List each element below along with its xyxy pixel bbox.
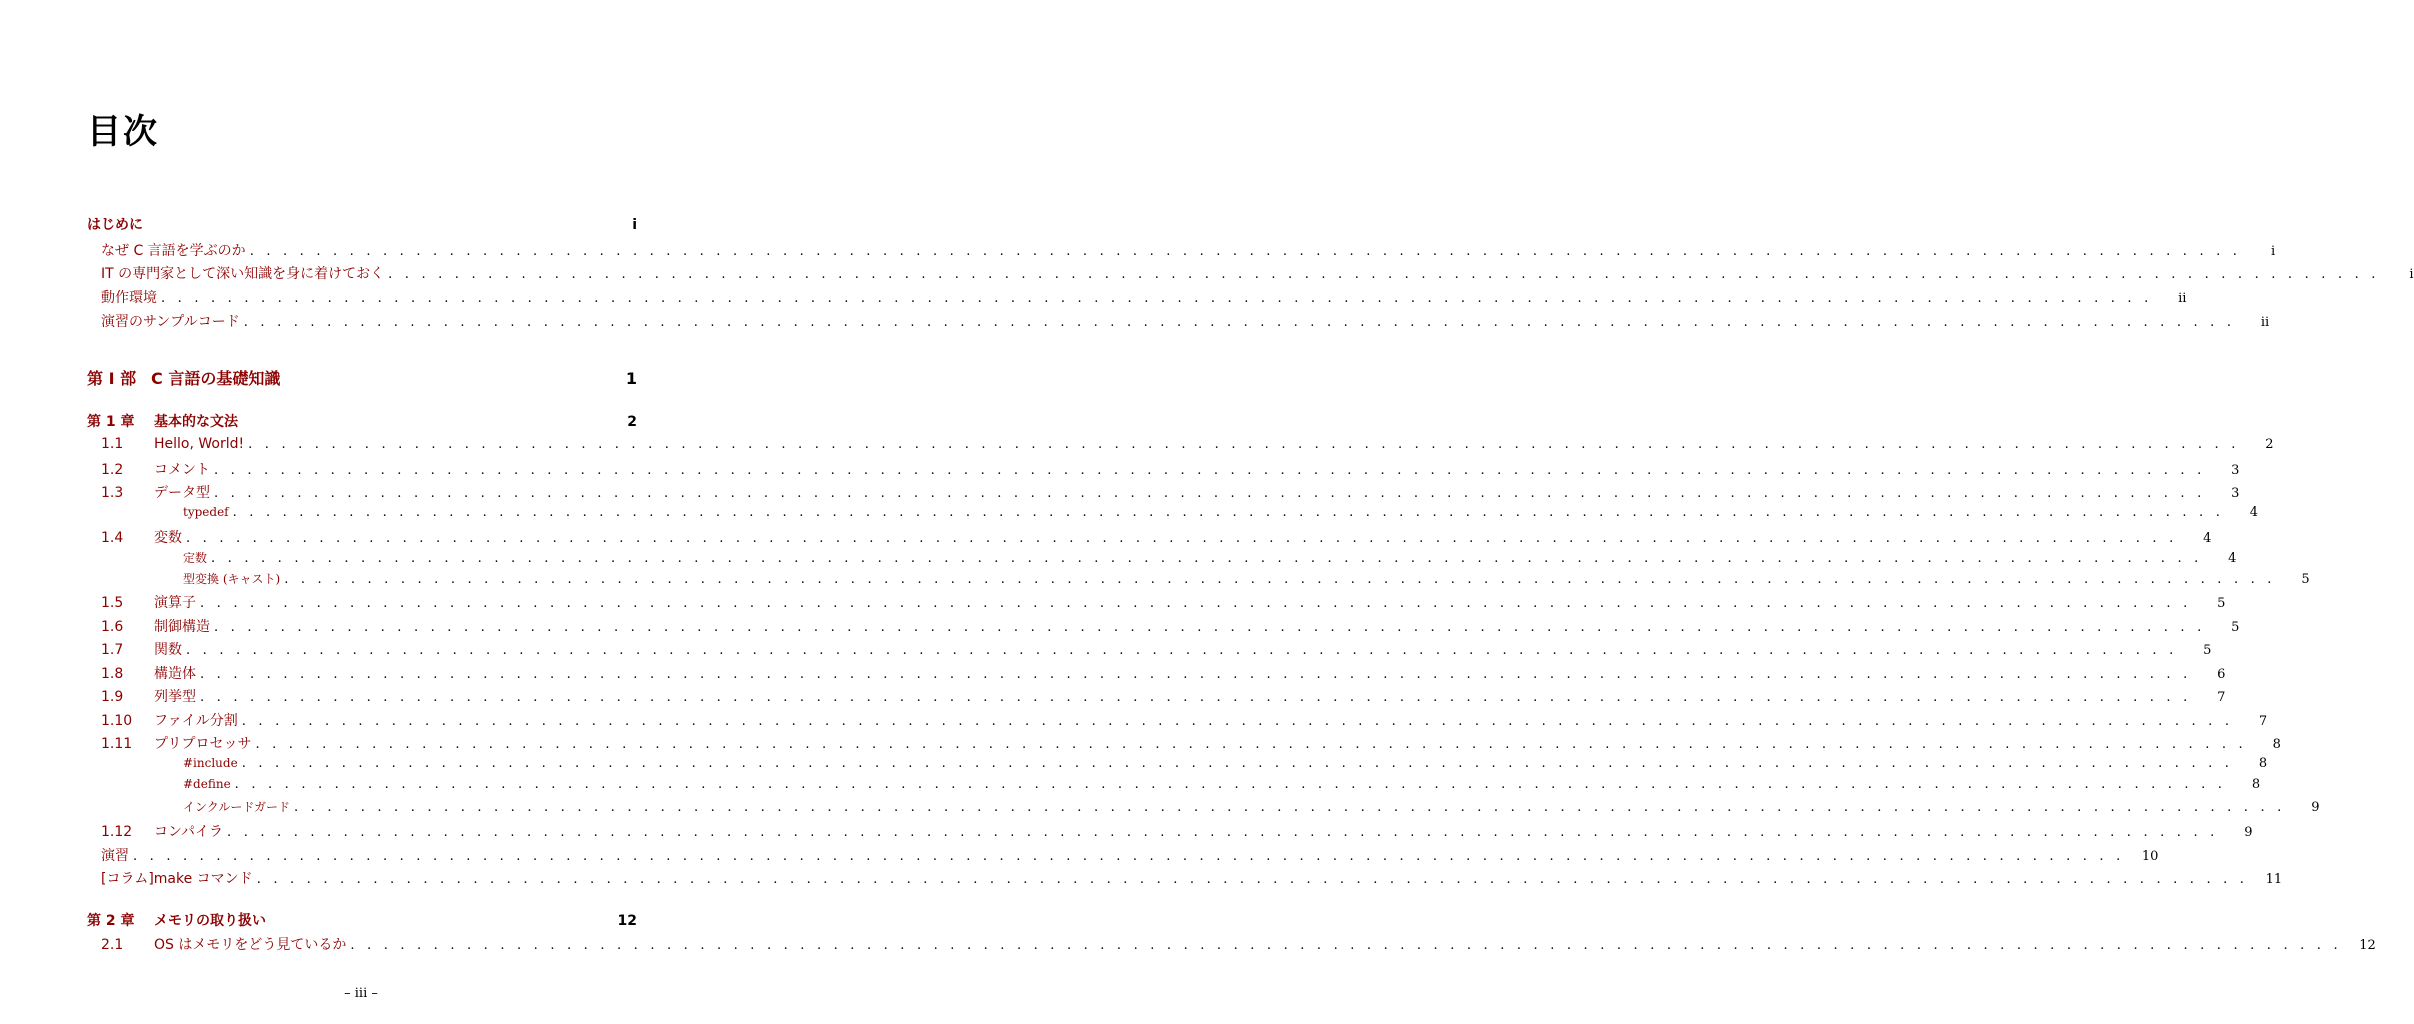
toc-entry-front[interactable] (101, 240, 2276, 260)
toc-entry-sub[interactable] (183, 798, 2320, 815)
toc-entry-section[interactable] (101, 459, 2240, 479)
toc-entry-page: 12 (617, 913, 637, 929)
toc-entry-section[interactable] (101, 639, 2212, 659)
toc-entry-page: 8 (2272, 737, 2281, 752)
toc-entry-label: IT の専門家として深い知識を身に着けておく (101, 266, 385, 282)
dot-leader: . . . . . . . . . . . . . . . . . . . . . . . . . . . . . . . . . . . . . . . . . . . . . . . . . . . . . . . . . . . . . . . . . . . . . . . . . . . . . . . . . . . . . . . . . . . . . . . . . . . . . . . . . . . . . . . . . . . . . . . . (388, 267, 2380, 282)
toc-entry-page: 5 (2217, 596, 2226, 611)
toc-entry-label: 演習のサンプルコード (101, 314, 240, 330)
toc-entry-label: [コラム]make コマンド (101, 871, 253, 887)
toc-entry-label: インクルードガード (183, 800, 291, 814)
dot-leader: . . . . . . . . . . . . . . . . . . . . . . . . . . . . . . . . . . . . . . . . . . . . . . . . . . . . . . . . . . . . . . . . . . . . . . . . . . . . . . . . . . . . . . . . . . . . . . . . . . . . . . . . . . . . . . . . . . . . . . . . (214, 486, 2206, 501)
toc-entry-label: 基本的な文法 (154, 414, 238, 430)
dot-leader: . . . . . . . . . . . . . . . . . . . . . . . . . . . . . . . . . . . . . . . . . . . . . . . . . . . . . . . . . . . . . . . . . . . . . . . . . . . . . . . . . . . . . . . . . . . . . . . . . . . . . . . . . . . . . . . . . . . . . . . . (186, 643, 2178, 658)
toc-entry-sub[interactable] (183, 549, 2237, 566)
toc-entry-front[interactable] (101, 845, 2159, 865)
toc-entry-page: 9 (2311, 800, 2320, 815)
toc-entry-label: メモリの取り扱い (154, 913, 266, 929)
toc-entry-number: 1.7 (101, 642, 124, 658)
toc-entry-page: 10 (2141, 849, 2159, 864)
toc-entry-section[interactable] (101, 710, 2268, 730)
toc-entry-number: 1.5 (101, 595, 124, 611)
toc-entry-page: 7 (2258, 714, 2268, 729)
dot-leader: . . . . . . . . . . . . . . . . . . . . . . . . . . . . . . . . . . . . . . . . . . . . . . . . . . . . . . . . . . . . . . . . . . . . . . . . . . . . . . . . . . . . . . . . . . . . . . . . . . . . . . . . . . . . . . . . . . . . . . . . (232, 505, 2225, 520)
toc-entry-section[interactable] (101, 616, 2240, 636)
toc-entry-label: プリプロセッサ (154, 736, 252, 752)
toc-entry-section[interactable] (101, 686, 2226, 706)
toc-entry-number: 1.1 (101, 436, 124, 452)
toc-entry-chapter[interactable] (87, 910, 637, 930)
toc-entry-label: #define (183, 777, 231, 791)
dot-leader: . . . . . . . . . . . . . . . . . . . . . . . . . . . . . . . . . . . . . . . . . . . . . . . . . . . . . . . . . . . . . . . . . . . . . . . . . . . . . . . . . . . . . . . . . . . . . . . . . . . . . . . . . . . . . . . . . . . . . . . . (200, 690, 2192, 705)
toc-entry-label: 演算子 (154, 595, 196, 611)
toc-entry-label: C 言語の基礎知識 (151, 369, 281, 388)
toc-entry-section[interactable] (101, 436, 2274, 452)
toc-entry-section[interactable] (101, 592, 2226, 612)
toc-entry-label: OS はメモリをどう見ているか (154, 937, 347, 953)
toc-entry-label: 変数 (154, 530, 182, 546)
toc-entry-number: 第 1 章 (87, 414, 135, 430)
toc-entry-label: はじめに (87, 217, 143, 233)
toc-entry-number: 第 2 章 (87, 913, 135, 929)
toc-entry-label: 列挙型 (154, 689, 196, 705)
toc-entry-page: 4 (2228, 551, 2237, 566)
toc-entry-number: 1.9 (101, 689, 124, 705)
toc-entry-label: データ型 (154, 485, 210, 501)
toc-entry-number: 2.1 (101, 937, 124, 953)
toc-entry-page: 5 (2231, 620, 2240, 635)
toc-entry-page: 4 (2203, 531, 2212, 546)
toc-entry-page: 8 (2258, 756, 2268, 771)
toc-entry-number: 1.3 (101, 485, 124, 501)
dot-leader: . . . . . . . . . . . . . . . . . . . . . . . . . . . . . . . . . . . . . . . . . . . . . . . . . . . . . . . . . . . . . . . . . . . . . . . . . . . . . . . . . . . . . . . . . . . . . . . . . . . . . . . . . . . . . . . . . . . . . . . . (200, 596, 2192, 611)
toc-entry-number: 1.2 (101, 462, 124, 478)
dot-leader: . . . . . . . . . . . . . . . . . . . . . . . . . . . . . . . . . . . . . . . . . . . . . . . . . . . . . . . . . . . . . . . . . . . . . . . . . . . . . . . . . . . . . . . . . . . . . . . . . . . . . . . . . . . . . . . . . . . . . . . . (241, 714, 2234, 729)
toc-entry-front[interactable] (101, 287, 2187, 307)
dot-leader: . . . . . . . . . . . . . . . . . . . . . . . . . . . . . . . . . . . . . . . . . . . . . . . . . . . . . . . . . . . . . . . . . . . . . . . . . . . . . . . . . . . . . . . . . . . . . . . . . . . . . . . . . . . . . . . . . . . . . . . . (350, 938, 2342, 953)
dot-leader: . . . . . . . . . . . . . . . . . . . . . . . . . . . . . . . . . . . . . . . . . . . . . . . . . . . . . . . . . . . . . . . . . . . . . . . . . . . . . . . . . . . . . . . . . . . . . . . . . . . . . . . . . . . . . . . . . . . . . . . . (200, 667, 2192, 682)
dot-leader: . . . . . . . . . . . . . . . . . . . . . . . . . . . . . . . . . . . . . . . . . . . . . . . . . . . . . . . . . . . . . . . . . . . . . . . . . . . . . . . . . . . . . . . . . . . . . . . . . . . . . . . . . . . . . . . . . . . . . . . . (249, 244, 2242, 259)
toc-entry-page: 3 (2231, 486, 2240, 501)
toc-entry-page: 8 (2251, 777, 2261, 792)
dot-leader: . . . . . . . . . . . . . . . . . . . . . . . . . . . . . . . . . . . . . . . . . . . . . . . . . . . . . . . . . . . . . . . . . . . . . . . . . . . . . . . . . . . . . . . . . . . . . . . . . . . . . . . . . . . . . . . . . . . . . . . . (248, 437, 2240, 452)
toc-entry-chapter[interactable] (87, 411, 637, 431)
toc-entry-page: 5 (2301, 572, 2310, 587)
toc-entry-page: 2 (627, 414, 637, 430)
toc-entry-section[interactable] (101, 527, 2212, 547)
toc-entry-number: 1.8 (101, 666, 124, 682)
toc-entry-page: 3 (2231, 463, 2240, 478)
toc-entry-page: i (632, 217, 637, 233)
page-number-footer: – iii – (344, 986, 378, 1001)
dot-leader: . . . . . . . . . . . . . . . . . . . . . . . . . . . . . . . . . . . . . . . . . . . . . . . . . . . . . . . . . . . . . . . . . . . . . . . . . . . . . . . . . . . . . . . . . . . . . . . . . . . . . . . . . . . . . . . . . . . . . . . . (227, 825, 2219, 840)
toc-entry-page: 2 (2265, 437, 2274, 452)
toc-entry-page: ii (2178, 291, 2187, 306)
toc-entry-label: 演習 (101, 848, 129, 864)
toc-entry-page: 1 (625, 369, 637, 388)
toc-entry-number: 1.10 (101, 713, 133, 729)
dot-leader: . . . . . . . . . . . . . . . . . . . . . . . . . . . . . . . . . . . . . . . . . . . . . . . . . . . . . . . . . . . . . . . . . . . . . . . . . . . . . . . . . . . . . . . . . . . . . . . . . . . . . . . . . . . . . . . . . . . . . . . . (161, 291, 2153, 306)
toc-entry-label: Hello, World! (154, 436, 245, 452)
toc-entry-page: 6 (2217, 667, 2226, 682)
toc-entry-label: 関数 (154, 642, 182, 658)
dot-leader: . . . . . . . . . . . . . . . . . . . . . . . . . . . . . . . . . . . . . . . . . . . . . . . . . . . . . . . . . . . . . . . . . . . . . . . . . . . . . . . . . . . . . . . . . . . . . . . . . . . . . . . . . . . . . . . . . . . . . . . . (294, 800, 2286, 815)
toc-entry-label: 制御構造 (154, 619, 210, 635)
dot-leader: . . . . . . . . . . . . . . . . . . . . . . . . . . . . . . . . . . . . . . . . . . . . . . . . . . . . . . . . . . . . . . . . . . . . . . . . . . . . . . . . . . . . . . . . . . . . . . . . . . . . . . . . . . . . . . . . . . . . . . . . (214, 463, 2206, 478)
toc-entry-front[interactable] (101, 311, 2270, 331)
toc-entry-page: 7 (2217, 690, 2226, 705)
dot-leader: . . . . . . . . . . . . . . . . . . . . . . . . . . . . . . . . . . . . . . . . . . . . . . . . . . . . . . . . . . . . . . . . . . . . . . . . . . . . . . . . . . . . . . . . . . . . . . . . . . . . . . . . . . . . . . . . . . . . . . . . (211, 551, 2203, 566)
toc-entry-section[interactable] (101, 934, 2376, 954)
toc-entry-number: 1.11 (101, 736, 133, 752)
toc-entry-sub[interactable] (183, 505, 2259, 520)
toc-entry-front[interactable] (101, 868, 2283, 888)
toc-entry-page: 11 (2265, 872, 2283, 887)
toc-entry-label: コンパイラ (154, 824, 224, 840)
dot-leader: . . . . . . . . . . . . . . . . . . . . . . . . . . . . . . . . . . . . . . . . . . . . . . . . . . . . . . . . . . . . . . . . . . . . . . . . . . . . . . . . . . . . . . . . . . . . . . . . . . . . . . . . . . . . . . . . . . . . . . . . (256, 872, 2249, 887)
toc-entry-page: 12 (2359, 938, 2376, 953)
toc-entry-section[interactable] (101, 733, 2281, 753)
toc-entry-label: ファイル分割 (154, 713, 238, 729)
toc-entry-label: typedef (183, 505, 229, 519)
toc-entry-section[interactable] (101, 482, 2240, 502)
toc-entry-sub[interactable] (183, 756, 2268, 771)
dot-leader: . . . . . . . . . . . . . . . . . . . . . . . . . . . . . . . . . . . . . . . . . . . . . . . . . . . . . . . . . . . . . . . . . . . . . . . . . . . . . . . . . . . . . . . . . . . . . . . . . . . . . . . . . . . . . . . . . . . . . . . . (284, 572, 2276, 587)
toc-entry-page: 5 (2203, 643, 2212, 658)
toc-entry-part[interactable] (87, 366, 637, 389)
toc-entry-section[interactable] (101, 821, 2253, 841)
toc-entry-sub[interactable] (183, 777, 2261, 792)
dot-leader: . . . . . . . . . . . . . . . . . . . . . . . . . . . . . . . . . . . . . . . . . . . . . . . . . . . . . . . . . . . . . . . . . . . . . . . . . . . . . . . . . . . . . . . . . . . . . . . . . . . . . . . . . . . . . . . . . . . . . . . . (241, 756, 2234, 771)
toc-entry-page: 9 (2244, 825, 2253, 840)
toc-entry-label: 構造体 (154, 666, 196, 682)
toc-entry-number: 1.12 (101, 824, 133, 840)
toc-entry-number: 第 I 部 (87, 369, 137, 388)
toc-entry-number: 1.4 (101, 530, 124, 546)
dot-leader: . . . . . . . . . . . . . . . . . . . . . . . . . . . . . . . . . . . . . . . . . . . . . . . . . . . . . . . . . . . . . . . . . . . . . . . . . . . . . . . . . . . . . . . . . . . . . . . . . . . . . . . . . . . . . . . . . . . . . . . . (243, 315, 2236, 330)
toc-entry-label: 定数 (183, 551, 208, 565)
toc-entry-page: i (2270, 244, 2276, 259)
toc-entry-page: 4 (2249, 505, 2259, 520)
toc-entry-front[interactable] (101, 263, 2414, 283)
toc-entry-label: コメント (154, 462, 210, 478)
dot-leader: . . . . . . . . . . . . . . . . . . . . . . . . . . . . . . . . . . . . . . . . . . . . . . . . . . . . . . . . . . . . . . . . . . . . . . . . . . . . . . . . . . . . . . . . . . . . . . . . . . . . . . . . . . . . . . . . . . . . . . . . (214, 620, 2206, 635)
toc-entry-number: 1.6 (101, 619, 124, 635)
dot-leader: . . . . . . . . . . . . . . . . . . . . . . . . . . . . . . . . . . . . . . . . . . . . . . . . . . . . . . . . . . . . . . . . . . . . . . . . . . . . . . . . . . . . . . . . . . . . . . . . . . . . . . . . . . . . . . . . . . . . . . . . (186, 531, 2178, 546)
toc-entry-label: 型変換 (キャスト) (183, 572, 281, 586)
dot-leader: . . . . . . . . . . . . . . . . . . . . . . . . . . . . . . . . . . . . . . . . . . . . . . . . . . . . . . . . . . . . . . . . . . . . . . . . . . . . . . . . . . . . . . . . . . . . . . . . . . . . . . . . . . . . . . . . . . . . . . . . (234, 777, 2227, 792)
toc-entry-label: 動作環境 (101, 290, 157, 306)
toc-entry-sub[interactable] (183, 570, 2310, 587)
toc-entry-label: #include (183, 756, 238, 770)
toc-entry-section[interactable] (101, 663, 2226, 683)
page-title: 目次 (87, 112, 159, 152)
toc-entry-label: なぜ C 言語を学ぶのか (101, 243, 246, 259)
toc-entry-page: ii (2260, 315, 2270, 330)
dot-leader: . . . . . . . . . . . . . . . . . . . . . . . . . . . . . . . . . . . . . . . . . . . . . . . . . . . . . . . . . . . . . . . . . . . . . . . . . . . . . . . . . . . . . . . . . . . . . . . . . . . . . . . . . . . . . . . . . . . . . . . . (133, 849, 2125, 864)
toc-entry-head[interactable] (87, 214, 637, 234)
toc-entry-page: i (2409, 267, 2414, 282)
dot-leader: . . . . . . . . . . . . . . . . . . . . . . . . . . . . . . . . . . . . . . . . . . . . . . . . . . . . . . . . . . . . . . . . . . . . . . . . . . . . . . . . . . . . . . . . . . . . . . . . . . . . . . . . . . . . . . . . . . . . . . . . (255, 737, 2247, 752)
